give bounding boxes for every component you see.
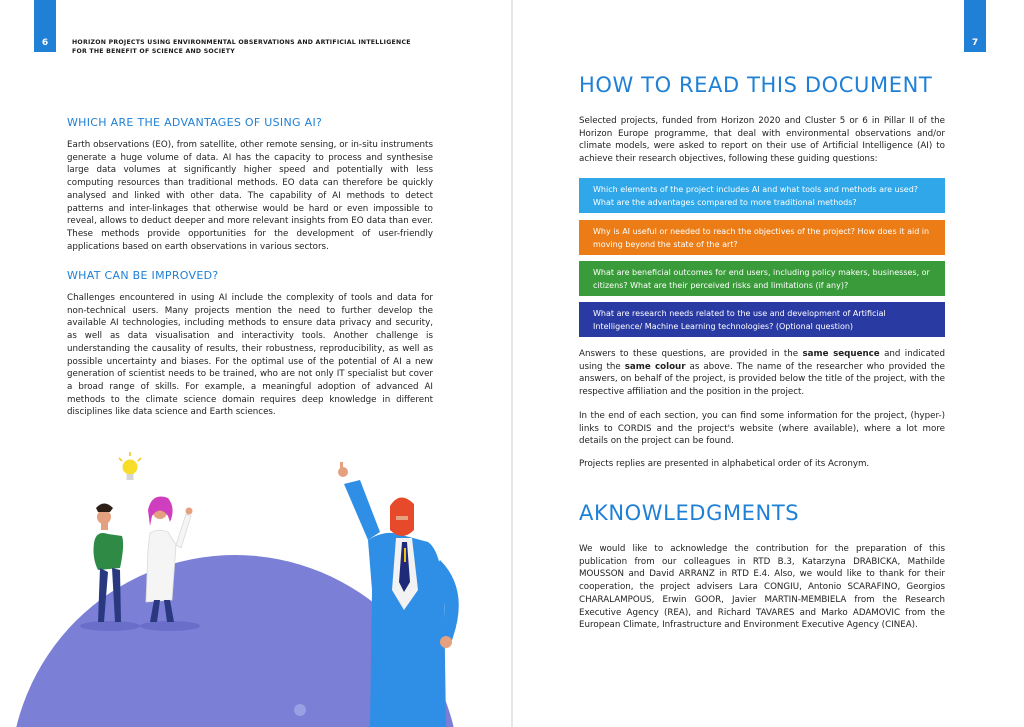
- answers-bold-2: same colour: [624, 361, 686, 372]
- intro-paragraph: Selected projects, funded from Horizon 2020 and Cluster 5 or 6 in Pillar II of the Horizon Europe programme, that deal with environmental observations and/or climate models, were asked to report on their use of Artificial Intelligence (AI) to achieve their research objectives, following these guiding questions:: [579, 116, 945, 165]
- question-box-3: [579, 261, 945, 296]
- question-box-2: [579, 220, 945, 255]
- question-text: Which elements of the project includes AI and what tools and methods are used? What are the advantages compared to more traditional methods?: [593, 185, 919, 207]
- question-box-1: [579, 178, 945, 213]
- answers-bold-1: same sequence: [802, 349, 880, 359]
- advantages-paragraph: Earth observations (EO), from satellite, other remote sensing, or in-situ instruments generate a huge volume of data. AI has the capacity to process and synthesise large data volumes at significantly higher speed and potentially with less computing resources than traditional methods. EO data can therefore be quickly analysed and linked with other data. The capability of AI methods to detect patterns and inter-linkages that otherwise would be hard or even impossible to reveal, allows to deduct deeper and more relevant insights from EO data than ever. These methods provide opportunities for the development of user-friendly applications based on earth observations in various sectors.: [67, 140, 433, 252]
- left-page: [0, 0, 511, 727]
- order-paragraph: Projects replies are presented in alphabetical order of its Acronym.: [579, 459, 870, 469]
- answers-text-3: as above. The name of the researcher who provided the answers, on behalf of the project, is provided below the title of the project, with the respective affiliation and the position in the project.: [579, 361, 945, 398]
- page-number: 6: [41, 38, 49, 48]
- page-number: 7: [971, 38, 979, 48]
- answers-text-1: Answers to these questions, are provided in the: [579, 349, 803, 359]
- page-number-tab: [34, 0, 56, 52]
- question-text: Why is AI useful or needed to reach the objectives of the project? How does it aid in moving beyond the state of the art?: [593, 227, 930, 249]
- advantages-heading: WHICH ARE THE ADVANTAGES OF USING AI?: [67, 116, 323, 129]
- people-illustration: [0, 450, 511, 727]
- how-to-read-heading: HOW TO READ THIS DOCUMENT: [579, 73, 933, 97]
- running-head: [72, 38, 411, 56]
- answers-paragraph: [579, 348, 945, 399]
- acknowledgments-heading: AKNOWLEDGMENTS: [579, 501, 800, 525]
- improve-heading: WHAT CAN BE IMPROVED?: [67, 269, 219, 282]
- running-head-line-2: FOR THE BENEFIT OF SCIENCE AND SOCIETY: [72, 48, 235, 55]
- page-number-tab: [964, 0, 986, 52]
- question-text: What are research needs related to the use and development of Artificial Intelligence/ Machine Learning technologies? (Optional question): [593, 309, 886, 331]
- question-box-4: [579, 302, 945, 337]
- question-text: What are beneficial outcomes for end users, including policy makers, businesses, or citizens? What are their perceived risks and limitations (if any)?: [593, 268, 930, 290]
- right-page: [513, 0, 1024, 727]
- running-head-line-1: HORIZON PROJECTS USING ENVIRONMENTAL OBSERVATIONS AND ARTIFICIAL INTELLIGENCE: [72, 39, 411, 46]
- improve-paragraph: Challenges encountered in using AI include the complexity of tools and data for non-technical users. Many projects mention the need to further develop the available AI technologies, including methods to ensure data privacy and security, as well as data visualisation and interactivity tools. Another challenge is understanding the causality of results, their robustness, reproducibility, as well as possible uncertainty and biases. For the optimal use of the potential of AI a new generation of scientist needs to be trained, who are not only IT specialist but cover a broad range of skills. For example, a meaningful adoption of advanced AI methods to the climate science domain requires deep knowledge in different disciplines like data science and Earth sciences.: [67, 293, 433, 418]
- lightbulb-icon: [119, 452, 141, 480]
- end-of-section-paragraph: In the end of each section, you can find some information for the project, (hyper-) links to CORDIS and the project's website (where available), where a lot more details on the project can be found.: [579, 411, 945, 447]
- answers-text-2: and indicated using the: [579, 349, 945, 372]
- acknowledgments-paragraph: We would like to acknowledge the contribution for the preparation of this publication from our colleagues in RTD B.3, Katarzyna DRABICKA, Mathilde MOUSSON and David ARRANZ in RTD E.4. Also, we would like to thank for their cooperation, the project advisers Lara CONGIU, Antonio SCARAFINO, Georgios CHARALAMPOUS, Erwin GOOR, Javier MARTIN-MEMBIELA from the Research Executive Agency (REA), and Richard TAVARES and Marko ADAMOVIC from the European Climate, Infrastructure and Environment Executive Agency (CINEA).: [579, 544, 945, 631]
